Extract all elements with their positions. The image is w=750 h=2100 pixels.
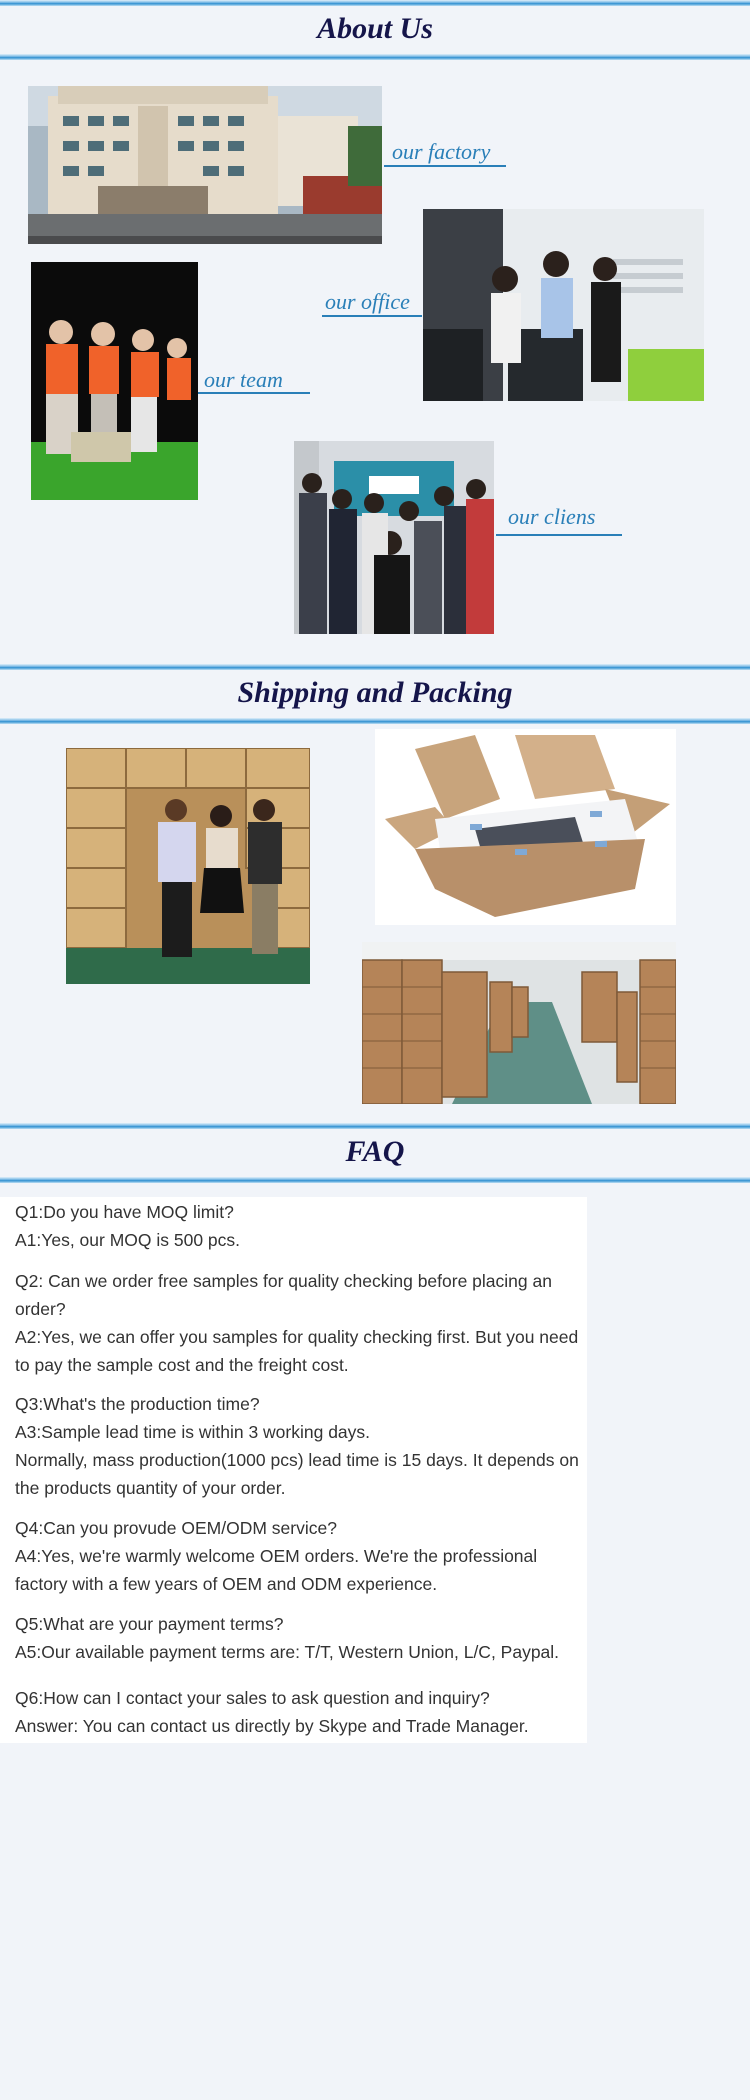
clients-photo xyxy=(294,441,494,634)
faq-panel xyxy=(0,1197,587,1743)
faq-question-5: Q5:What are your payment terms? xyxy=(15,1614,284,1634)
banner-bottom-line xyxy=(0,1177,750,1183)
faq-banner xyxy=(0,1123,750,1183)
faq-question-1: Q1:Do you have MOQ limit? xyxy=(15,1202,234,1222)
faq-answer-3-line-2: Normally, mass production(1000 pcs) lead time is 15 days. It depends on the products quantity of your order. xyxy=(15,1450,579,1498)
shipping-title: Shipping and Packing xyxy=(237,676,513,709)
open-box-photo xyxy=(375,729,676,925)
team-photo xyxy=(31,262,198,500)
faq-question-4: Q4:Can you provude OEM/ODM service? xyxy=(15,1518,337,1538)
faq-answer-3-line-1: A3:Sample lead time is within 3 working days. xyxy=(15,1422,371,1442)
about-us-title: About Us xyxy=(317,12,433,45)
faq-question-6: Q6:How can I contact your sales to ask question and inquiry? xyxy=(15,1688,490,1708)
warehouse-photo xyxy=(362,942,676,1104)
faq-question-2: Q2: Can we order free samples for quality checking before placing an order? xyxy=(15,1271,552,1319)
staff-with-boxes-photo xyxy=(66,748,310,984)
banner-top-line xyxy=(0,0,750,6)
caption-our-office: our office xyxy=(325,289,410,314)
banner-top-line xyxy=(0,1123,750,1129)
caption-office-underline xyxy=(322,315,422,317)
banner-top-line xyxy=(0,664,750,670)
faq-answer-5: A5:Our available payment terms are: T/T, Western Union, L/C, Paypal. xyxy=(15,1642,560,1662)
about-us-banner xyxy=(0,0,750,60)
caption-our-team: our team xyxy=(204,367,283,392)
caption-cliens-underline xyxy=(496,534,622,536)
faq-answer-1: A1:Yes, our MOQ is 500 pcs. xyxy=(15,1230,241,1250)
faq-title: FAQ xyxy=(345,1135,405,1168)
faq-answer-4: A4:Yes, we're warmly welcome OEM orders. We're the professional factory with a few years of OEM and ODM experience. xyxy=(15,1546,538,1594)
factory-photo xyxy=(28,86,382,244)
faq-question-3: Q3:What's the production time? xyxy=(15,1394,260,1414)
shipping-banner xyxy=(0,664,750,724)
caption-team-underline xyxy=(198,392,310,394)
caption-factory-underline xyxy=(384,165,506,167)
banner-bottom-line xyxy=(0,54,750,60)
faq-answer-2: A2:Yes, we can offer you samples for quality checking first. But you need to pay the sample cost and the freight cost. xyxy=(15,1327,579,1375)
caption-our-cliens: our cliens xyxy=(508,504,596,529)
caption-our-factory: our factory xyxy=(392,139,491,164)
office-photo xyxy=(423,209,704,401)
banner-bottom-line xyxy=(0,718,750,724)
faq-answer-6: Answer: You can contact us directly by Skype and Trade Manager. xyxy=(15,1716,529,1736)
